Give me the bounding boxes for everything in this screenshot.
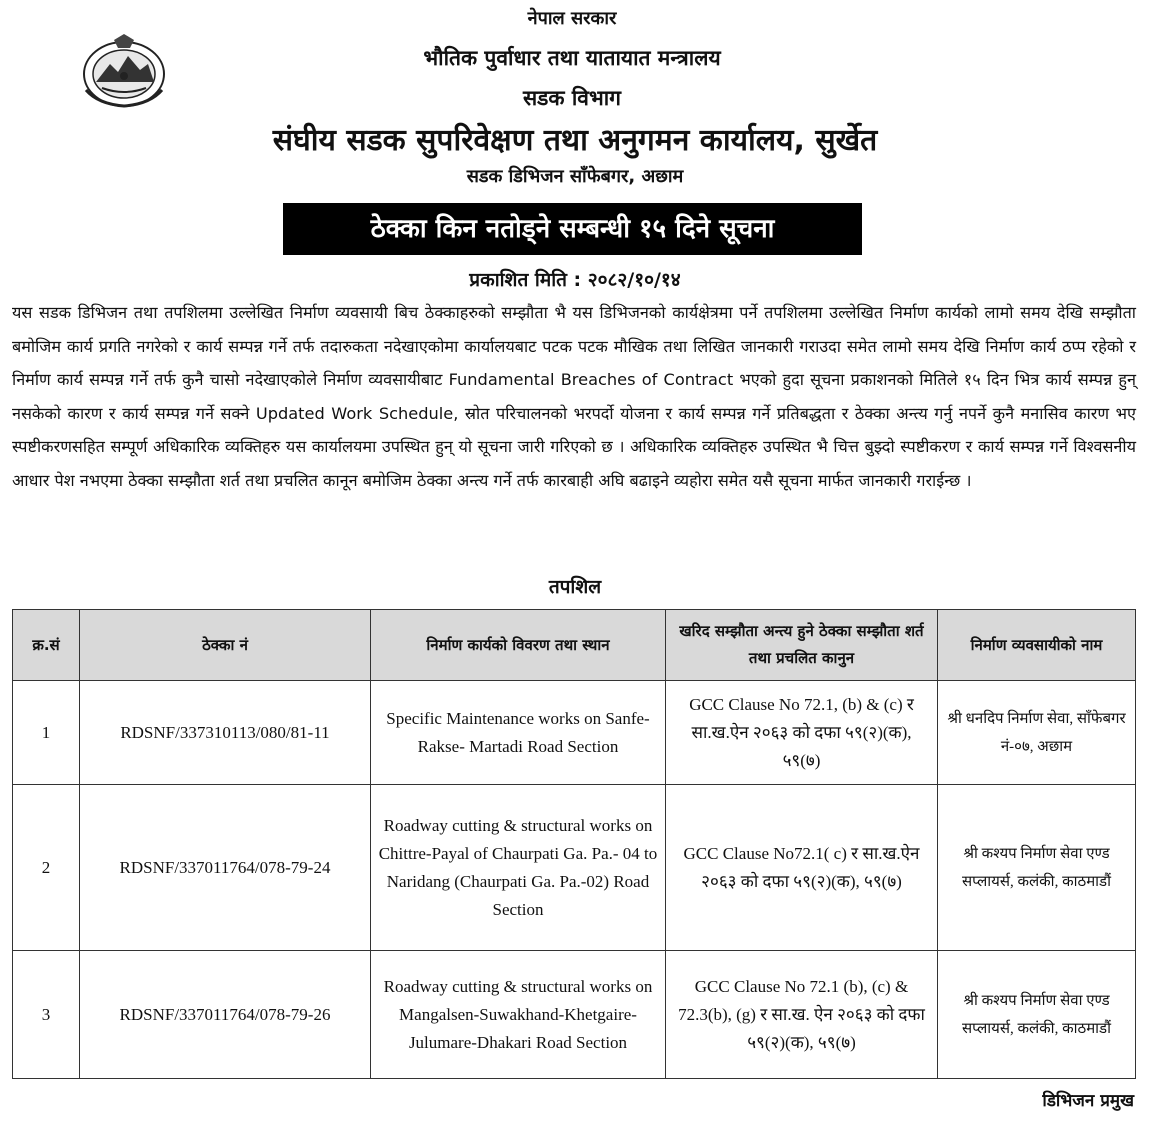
header-contract-clause: खरिद सम्झौता अन्त्य हुने ठेक्का सम्झौता शर्त तथा प्रचलित कानुन <box>666 610 938 681</box>
header-contract-no: ठेक्का नं <box>80 610 371 681</box>
cell-serial: 3 <box>13 951 80 1079</box>
notice-body: यस सडक डिभिजन तथा तपशिलमा उल्लेखित निर्माण व्यवसायी बिच ठेक्काहरुको सम्झौता भै यस डिभिजनको कार्यक्षेत्रमा पर्ने तपशिलमा उल्लेखित निर्माण कार्यको लामो समय देखि सम्झौता बमोजिम कार्य प्रगति नगरेको र कार्य सम्पन्न गर्ने तर्फ तदारुकता नदेखाएकोमा कार्यालयबाट पटक पटक मौखिक तथा लिखित जानकारी गराउदा समेत लामो समय देखि निर्माण कार्य ठप्प रहेको र निर्माण कार्य सम्पन्न गर्ने तर्फ कुनै चासो नदेखाएकोले निर्माण व्यवसायीबाट Fundamental Breaches of Contract भएको हुदा सूचना प्रकाशनको मितिले १५ दिन भित्र कार्य सम्पन्न हुन् नसकेको कारण र कार्य सम्पन्न गर्ने सक्ने Updated Work Schedule, स्रोत परिचालनको भरपर्दो योजना र कार्य सम्पन्न गर्ने प्रतिबद्धता र ठेक्का अन्त्य गर्नु नपर्ने कुनै मनासिव कारण भए स्पष्टीकरणसहित सम्पूर्ण अधिकारिक व्यक्तिहरु यस कार्यालयमा उपस्थित हुन् यो सूचना जारी गरिएको छ । अधिकारिक व्यक्तिहरु उपस्थित भै चित्त बुझ्दो स्पष्टीकरण र कार्य सम्पन्न गर्ने विश्वसनीय आधार पेश नभएमा ठेक्का सम्झौता शर्त तथा प्रचलित कानून बमोजिम ठेक्का अन्त्य गर्ने तर्फ कारबाही अघि बढाइने व्यहोरा समेत यसै सूचना मार्फत जानकारी गराईन्छ । <box>12 303 1136 490</box>
header-work-description: निर्माण कार्यको विवरण तथा स्थान <box>371 610 666 681</box>
contract-details-table <box>12 609 1136 1079</box>
cell-contractor-name: श्री कश्यप निर्माण सेवा एण्ड सप्लायर्स, कलंकी, काठमाडौं <box>938 785 1136 951</box>
cell-serial: 1 <box>13 681 80 785</box>
table-row <box>13 785 1136 951</box>
cell-contractor-name: श्री धनदिप निर्माण सेवा, साँफेबगर नं-०७, अछाम <box>938 681 1136 785</box>
cell-contract-no: RDSNF/337011764/078-79-24 <box>80 785 371 951</box>
division-name: सडक डिभिजन साँफेबगर, अछाम <box>466 166 684 187</box>
government-name: नेपाल सरकार <box>527 8 617 29</box>
table-row <box>13 681 1136 785</box>
cell-contract-no: RDSNF/337011764/078-79-26 <box>80 951 371 1079</box>
table-header-row <box>13 610 1136 681</box>
notice-title: ठेक्का किन नतोड्ने सम्बन्धी १५ दिने सूचना <box>283 203 862 255</box>
ministry-name: भौतिक पुर्वाधार तथा यातायात मन्त्रालय <box>423 46 721 70</box>
cell-work-description: Roadway cutting & structural works on Chittre-Payal of Chaurpati Ga. Pa.- 04 to Naridang (Chaurpati Ga. Pa.-02) Road Section <box>371 785 666 951</box>
cell-contract-clause: GCC Clause No72.1( c) र सा.ख.ऐन २०६३ को दफा ५९(२)(क), ५९(७) <box>666 785 938 951</box>
cell-serial: 2 <box>13 785 80 951</box>
cell-work-description: Specific Maintenance works on Sanfe- Rakse- Martadi Road Section <box>371 681 666 785</box>
office-name: संघीय सडक सुपरिवेक्षण तथा अनुगमन कार्यालय, सुर्खेत <box>272 123 878 158</box>
cell-contractor-name: श्री कश्यप निर्माण सेवा एण्ड सप्लायर्स, कलंकी, काठमाडौं <box>938 951 1136 1079</box>
cell-contract-no: RDSNF/337310113/080/81-11 <box>80 681 371 785</box>
department-name: सडक विभाग <box>522 86 621 110</box>
header-contractor-name: निर्माण व्यवसायीको नाम <box>938 610 1136 681</box>
cell-contract-clause: GCC Clause No 72.1, (b) & (c) र सा.ख.ऐन २०६३ को दफा ५९(२)(क), ५९(७) <box>666 681 938 785</box>
published-date: प्रकाशित मिति : २०८२/१०/१४ <box>469 269 681 291</box>
table-row <box>13 951 1136 1079</box>
cell-work-description: Roadway cutting & structural works on Mangalsen-Suwakhand-Khetgaire-Julumare-Dhakari Road Section <box>371 951 666 1079</box>
table-title: तपशिल <box>548 576 602 598</box>
cell-contract-clause: GCC Clause No 72.1 (b), (c) & 72.3(b), (g) र सा.ख. ऐन २०६३ को दफा ५९(२)(क), ५९(७) <box>666 951 938 1079</box>
header-serial: क्र.सं <box>13 610 80 681</box>
signature-title: डिभिजन प्रमुख <box>1042 1091 1134 1111</box>
